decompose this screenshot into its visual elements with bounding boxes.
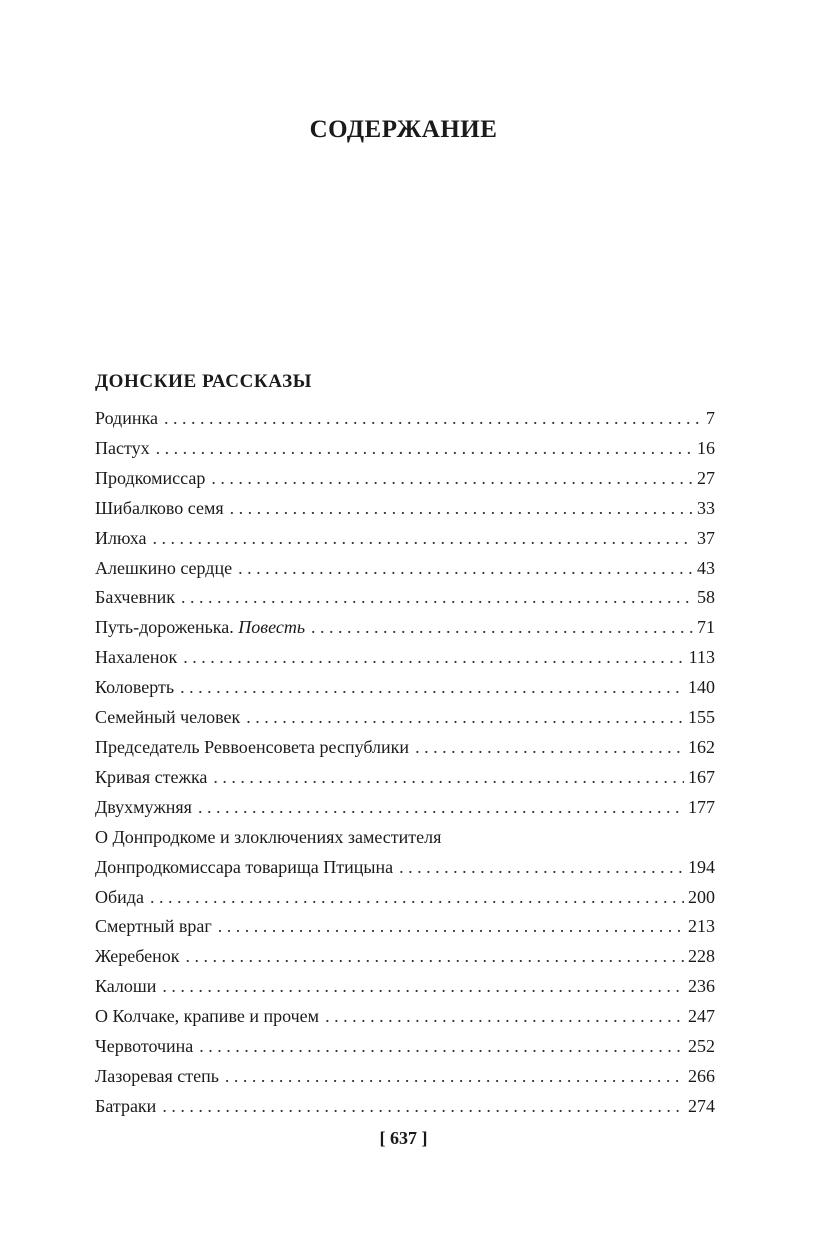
toc-dot-leader bbox=[181, 583, 693, 613]
toc-entry bbox=[95, 404, 715, 434]
toc-entry-title-text: Обида bbox=[95, 886, 144, 907]
toc-entry-page: 71 bbox=[697, 617, 715, 638]
toc-entry-page: 200 bbox=[688, 886, 715, 907]
page-number: [ 637 ] bbox=[379, 1128, 428, 1148]
toc-entry bbox=[95, 1002, 715, 1032]
toc-entry-title bbox=[95, 404, 158, 434]
toc-dot-leader bbox=[150, 883, 684, 913]
toc-dot-leader bbox=[225, 1062, 684, 1092]
toc-entry bbox=[95, 1032, 715, 1062]
toc-entry-row bbox=[95, 673, 715, 703]
table-of-contents bbox=[95, 404, 715, 1122]
toc-entry-page: 177 bbox=[688, 796, 715, 817]
toc-entry-title bbox=[95, 613, 305, 643]
toc-entry-row bbox=[95, 763, 715, 793]
toc-entry-title-text: Бахчевник bbox=[95, 587, 175, 608]
toc-entry bbox=[95, 972, 715, 1002]
toc-entry-page: 247 bbox=[688, 1006, 715, 1027]
toc-entry-row bbox=[95, 404, 715, 434]
toc-entry-title bbox=[95, 673, 174, 703]
toc-entry-title bbox=[95, 703, 240, 733]
toc-entry bbox=[95, 883, 715, 913]
toc-dot-leader bbox=[152, 524, 693, 554]
toc-entry-title-text: Лазоревая степь bbox=[95, 1065, 219, 1086]
toc-entry bbox=[95, 823, 715, 883]
toc-entry-row bbox=[95, 793, 715, 823]
toc-dot-leader bbox=[325, 1002, 684, 1032]
toc-entry-title-text: Шибалково семя bbox=[95, 497, 224, 518]
section-heading: ДОНСКИЕ РАССКАЗЫ bbox=[95, 371, 313, 392]
toc-entry bbox=[95, 793, 715, 823]
toc-entry-title-text: Нахаленок bbox=[95, 647, 178, 668]
toc-entry-page: 58 bbox=[697, 587, 715, 608]
toc-entry-row bbox=[95, 524, 715, 554]
toc-dot-leader bbox=[164, 404, 702, 434]
toc-entry-title-text: Родинка bbox=[95, 408, 158, 428]
toc-entry-title bbox=[95, 733, 409, 763]
toc-dot-leader bbox=[185, 942, 684, 972]
toc-entry-page: 274 bbox=[688, 1095, 715, 1116]
toc-entry-page: 37 bbox=[697, 527, 715, 548]
toc-entry-row bbox=[95, 1092, 715, 1122]
toc-dot-leader bbox=[162, 972, 684, 1002]
toc-entry-row bbox=[95, 703, 715, 733]
toc-entry-page: 236 bbox=[688, 976, 715, 997]
toc-entry-title bbox=[95, 494, 224, 524]
toc-entry-title-text: Двухмужняя bbox=[95, 796, 192, 817]
toc-entry-page: 252 bbox=[688, 1036, 715, 1057]
toc-entry-page: 16 bbox=[697, 437, 715, 458]
toc-entry bbox=[95, 613, 715, 643]
toc-entry bbox=[95, 554, 715, 584]
toc-entry-row bbox=[95, 853, 715, 883]
toc-entry bbox=[95, 464, 715, 494]
toc-entry bbox=[95, 434, 715, 464]
toc-dot-leader bbox=[199, 1032, 684, 1062]
toc-entry-title bbox=[95, 554, 232, 584]
toc-entry-page: 27 bbox=[697, 467, 715, 488]
toc-dot-leader bbox=[211, 464, 693, 494]
toc-entry bbox=[95, 643, 715, 673]
toc-entry-title-text: Червоточина bbox=[95, 1036, 194, 1057]
toc-entry-title bbox=[95, 942, 179, 972]
toc-entry-title-text: О Колчаке, крапиве и прочем bbox=[95, 1006, 320, 1027]
toc-entry bbox=[95, 583, 715, 613]
toc-entry-page: 43 bbox=[697, 557, 715, 578]
toc-dot-leader bbox=[156, 434, 693, 464]
toc-dot-leader bbox=[162, 1092, 684, 1122]
toc-entry-page: 113 bbox=[688, 647, 715, 668]
page-title: СОДЕРЖАНИЕ bbox=[309, 116, 498, 143]
toc-entry bbox=[95, 1092, 715, 1122]
toc-entry-title bbox=[95, 793, 192, 823]
toc-entry bbox=[95, 942, 715, 972]
toc-entry-title-text: Путь-дороженька. bbox=[95, 617, 234, 638]
toc-entry bbox=[95, 703, 715, 733]
toc-entry bbox=[95, 494, 715, 524]
toc-entry-subtitle: Повесть bbox=[238, 617, 306, 638]
toc-entry-title bbox=[95, 1062, 219, 1092]
toc-entry-title-text: Илюха bbox=[95, 527, 147, 548]
toc-entry bbox=[95, 733, 715, 763]
toc-entry-title bbox=[95, 1032, 193, 1062]
toc-entry-page: 33 bbox=[697, 497, 715, 518]
toc-entry-title bbox=[95, 434, 150, 464]
toc-entry bbox=[95, 763, 715, 793]
toc-entry bbox=[95, 524, 715, 554]
toc-dot-leader bbox=[230, 494, 693, 524]
toc-entry-row bbox=[95, 583, 715, 613]
toc-entry-row bbox=[95, 942, 715, 972]
toc-entry-row bbox=[95, 1032, 715, 1062]
toc-entry-page: 194 bbox=[688, 856, 715, 877]
toc-dot-leader bbox=[246, 703, 684, 733]
toc-entry-title-text: Семейный человек bbox=[95, 707, 241, 728]
toc-entry-page: 155 bbox=[688, 707, 715, 728]
toc-entry-title bbox=[95, 524, 146, 554]
toc-entry-page: 167 bbox=[688, 766, 715, 787]
toc-entry-page: 213 bbox=[688, 916, 715, 937]
toc-entry bbox=[95, 1062, 715, 1092]
toc-entry-title-text: Кривая стежка bbox=[95, 766, 208, 787]
toc-entry-row bbox=[95, 912, 715, 942]
toc-entry-row bbox=[95, 554, 715, 584]
toc-dot-leader bbox=[238, 554, 693, 584]
toc-entry-title-line1: О Донпродкоме и злоключениях заместителя bbox=[95, 826, 442, 847]
toc-entry-title bbox=[95, 883, 144, 913]
toc-entry-title bbox=[95, 464, 205, 494]
toc-entry-row bbox=[95, 972, 715, 1002]
toc-entry-title-text: Донпродкомиссара товарища Птицына bbox=[95, 856, 394, 877]
toc-entry bbox=[95, 673, 715, 703]
toc-entry-page: 162 bbox=[688, 736, 715, 757]
toc-entry-page: 140 bbox=[688, 677, 715, 698]
toc-entry-title-text: Смертный враг bbox=[95, 916, 212, 937]
toc-entry-row bbox=[95, 613, 715, 643]
toc-entry-title bbox=[95, 583, 175, 613]
toc-entry-page: 7 bbox=[706, 408, 715, 428]
toc-entry-row bbox=[95, 733, 715, 763]
toc-entry-row bbox=[95, 1002, 715, 1032]
toc-entry-title-text: Пастух bbox=[95, 437, 150, 458]
toc-entry-title-text: Председатель Реввоенсовета республики bbox=[95, 736, 410, 757]
toc-entry-title bbox=[95, 1092, 156, 1122]
toc-entry-row bbox=[95, 1062, 715, 1092]
toc-dot-leader bbox=[311, 613, 693, 643]
toc-entry-row bbox=[95, 434, 715, 464]
toc-entry-row bbox=[95, 494, 715, 524]
toc-entry-title-text: Жеребенок bbox=[95, 946, 180, 967]
toc-entry-title-text: Коловерть bbox=[95, 677, 175, 698]
toc-entry-title bbox=[95, 1002, 319, 1032]
toc-entry-page: 228 bbox=[688, 946, 715, 967]
toc-entry-row bbox=[95, 643, 715, 673]
toc-dot-leader bbox=[198, 793, 684, 823]
toc-entry-title bbox=[95, 912, 212, 942]
toc-dot-leader bbox=[183, 643, 684, 673]
toc-entry-title bbox=[95, 853, 393, 883]
toc-dot-leader bbox=[180, 673, 684, 703]
toc-entry-title-text: Батраки bbox=[95, 1095, 157, 1116]
toc-entry-title-text: Алешкино сердце bbox=[95, 557, 233, 578]
toc-entry-row bbox=[95, 883, 715, 913]
toc-entry-title-text: Продкомиссар bbox=[95, 467, 206, 488]
toc-entry bbox=[95, 912, 715, 942]
toc-entry-title bbox=[95, 763, 207, 793]
toc-entry-title bbox=[95, 972, 156, 1002]
toc-dot-leader bbox=[399, 853, 684, 883]
toc-dot-leader bbox=[415, 733, 684, 763]
toc-entry-title bbox=[95, 643, 177, 673]
toc-entry-title-text: Калоши bbox=[95, 976, 157, 997]
toc-dot-leader bbox=[218, 912, 684, 942]
toc-dot-leader bbox=[213, 763, 684, 793]
toc-entry-page: 266 bbox=[688, 1065, 715, 1086]
toc-entry-row bbox=[95, 464, 715, 494]
